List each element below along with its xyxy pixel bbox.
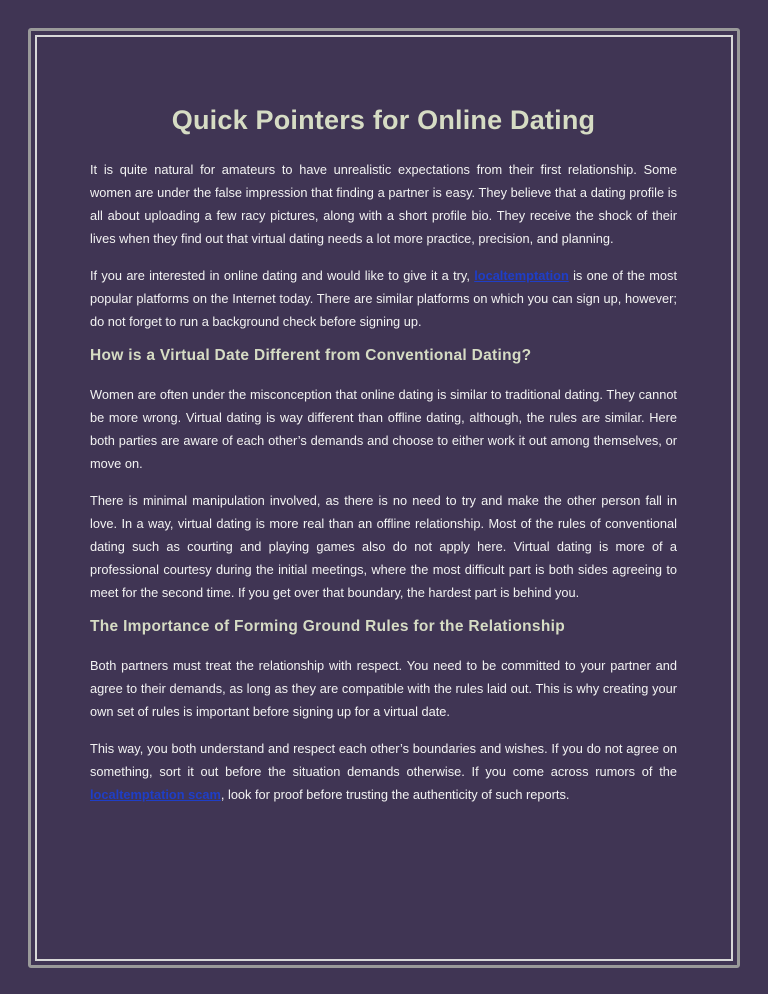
section-heading-ground-rules: The Importance of Forming Ground Rules for the Relationship	[90, 618, 565, 635]
section1-paragraph-1: Women are often under the misconception that online dating is similar to traditional dating. They cannot be more wrong. Virtual dating is way different than offline dating, although, the rules are similar. Here both parties are aware of each other’s demands and choose to either work it out among themselves, or move on.	[90, 387, 677, 471]
localtemptation-scam-link[interactable]: localtemptation scam	[90, 787, 221, 802]
intro-paragraph-2	[90, 264, 677, 333]
section2-paragraph-2-text-after: , look for proof before trusting the authenticity of such reports.	[220, 787, 570, 802]
section2-paragraph-1: Both partners must treat the relationship with respect. You need to be committed to your partner and agree to their demands, as long as they are compatible with the rules laid out. This is why creating your own set of rules is important before signing up for a virtual date.	[90, 658, 677, 719]
localtemptation-link[interactable]: localtemptation	[474, 268, 569, 283]
document-body	[90, 105, 677, 820]
page-title: Quick Pointers for Online Dating	[171, 105, 596, 135]
intro-paragraph-2-text-after: is one of the most popular platforms on the Internet today. There are similar platforms on which you can sign up, however; do not forget to run a background check before signing up.	[90, 268, 677, 329]
intro-paragraph-1: It is quite natural for amateurs to have unrealistic expectations from their first relationship. Some women are under the false impression that finding a partner is easy. They believe that a dating profile is all about uploading a few racy pictures, along with a short profile bio. They receive the shock of their lives when they find out that virtual dating needs a lot more practice, precision, and planning.	[90, 162, 677, 246]
section2-paragraph-2	[90, 737, 677, 806]
section-heading-virtual-date: How is a Virtual Date Different from Conventional Dating?	[90, 347, 532, 364]
intro-paragraph-2-text-before: If you are interested in online dating and would like to give it a try,	[90, 268, 475, 283]
section2-paragraph-2-text-before: This way, you both understand and respect each other’s boundaries and wishes. If you do not agree on something, sort it out before the situation demands otherwise. If you come across rumors of the	[90, 741, 677, 779]
section1-paragraph-2: There is minimal manipulation involved, as there is no need to try and make the other person fall in love. In a way, virtual dating is more real than an offline relationship. Most of the rules of conventional dating such as courting and playing games also do not apply here. Virtual dating is more of a professional courtesy during the initial meetings, where the most difficult part is both sides agreeing to meet for the second time. If you get over that boundary, the hardest part is behind you.	[90, 493, 677, 600]
